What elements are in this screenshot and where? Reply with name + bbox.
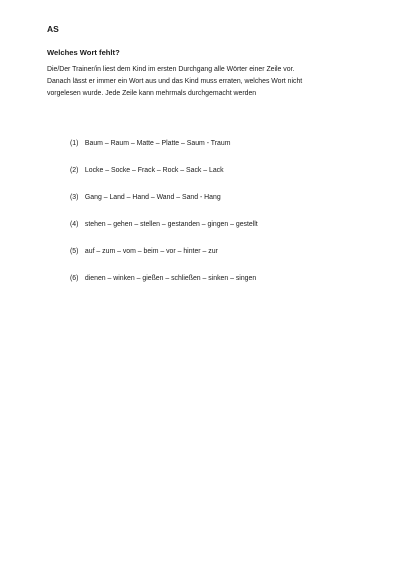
instructions-line: Die/Der Trainer/in liest dem Kind im ersten Durchgang alle Wörter einer Zeile vor. xyxy=(47,66,295,73)
instructions-paragraph xyxy=(47,64,357,100)
row-words: stehen – gehen – stellen – gestanden – gingen – gestellt xyxy=(84,221,258,228)
word-row xyxy=(70,273,258,300)
row-words: dienen – winken – gießen – schließen – sinken – singen xyxy=(84,275,257,282)
row-number: (3) xyxy=(70,194,79,201)
row-words: Gang – Land – Hand – Wand – Sand - Hang xyxy=(84,194,221,201)
word-row xyxy=(70,165,258,192)
word-row xyxy=(70,246,258,273)
instructions-line: Danach lässt er immer ein Wort aus und das Kind muss erraten, welches Wort nicht xyxy=(47,78,303,85)
word-row xyxy=(70,138,258,165)
row-number: (4) xyxy=(70,221,79,228)
word-row xyxy=(70,219,258,246)
row-number: (5) xyxy=(70,248,79,255)
row-words: auf – zum – vom – beim – vor – hinter – zur xyxy=(84,248,218,255)
row-words: Locke – Socke – Frack – Rock – Sack – Lack xyxy=(84,167,224,174)
section-label: AS xyxy=(47,24,59,34)
row-number: (2) xyxy=(70,167,79,174)
word-row-list xyxy=(70,138,258,300)
instructions-line: vorgelesen wurde. Jede Zeile kann mehrmals durchgemacht werden xyxy=(47,90,257,97)
word-row xyxy=(70,192,258,219)
exercise-title: Welches Wort fehlt? xyxy=(47,48,120,57)
row-words: Baum – Raum – Matte – Platte – Saum - Traum xyxy=(84,140,231,147)
row-number: (6) xyxy=(70,275,79,282)
row-number: (1) xyxy=(70,140,79,147)
